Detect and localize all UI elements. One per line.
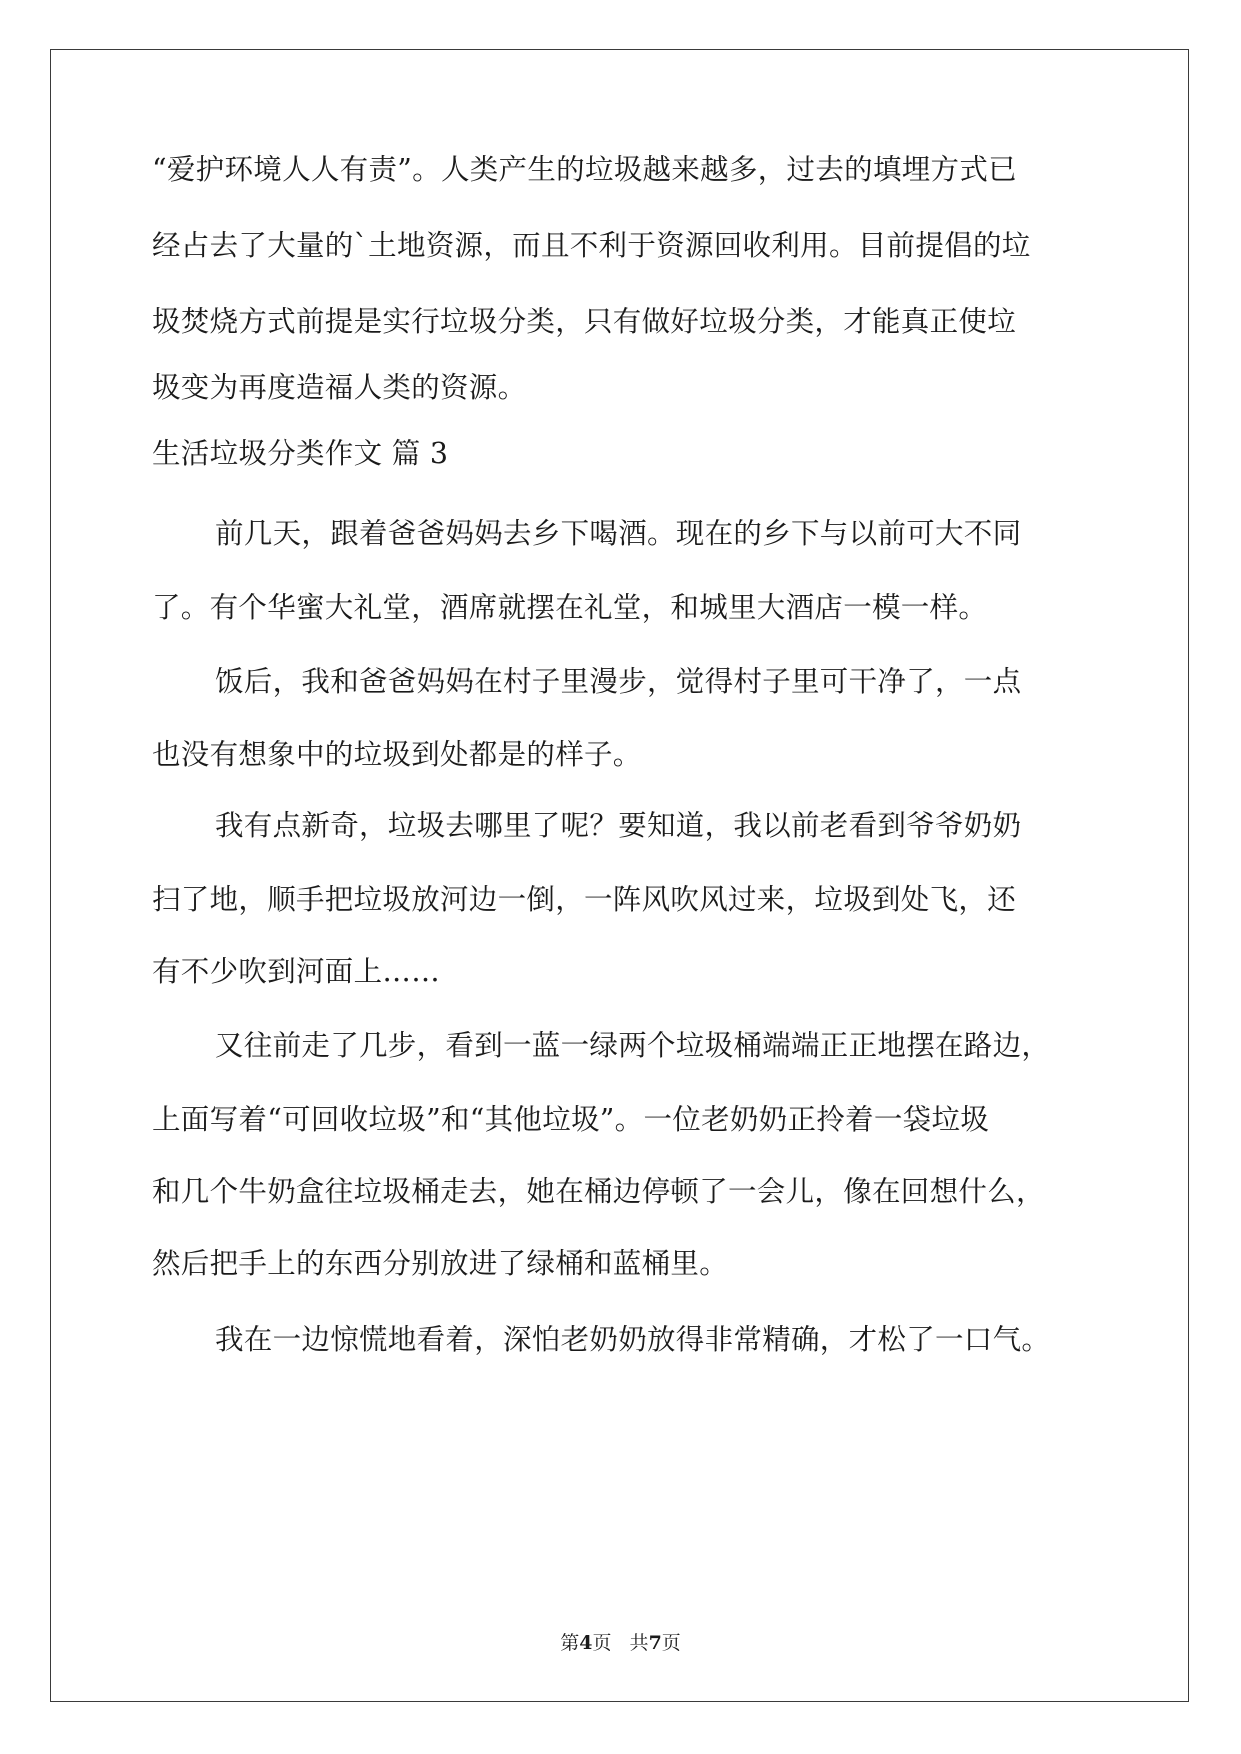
paragraph-line: 然后把手上的东西分别放进了绿桶和蓝桶里。 (152, 1247, 729, 1280)
footer-mid: 页 共 (592, 1632, 649, 1654)
paragraph-line: 我在一边惊慌地看着，深怕老奶奶放得非常精确，才松了一口气。 (215, 1323, 1051, 1356)
current-page-number: 4 (579, 1632, 593, 1654)
total-page-number: 7 (648, 1632, 662, 1654)
paragraph-line: 又往前走了几步，看到一蓝一绿两个垃圾桶端端正正地摆在路边， (215, 1029, 1051, 1062)
footer-suffix: 页 (661, 1632, 681, 1654)
paragraph-line: 圾变为再度造福人类的资源。 (152, 371, 527, 404)
section-heading: 生活垃圾分类作文 篇 3 (152, 437, 449, 470)
paragraph-line: “爱护环境人人有责”。人类产生的垃圾越来越多，过去的填埋方式已 (152, 153, 1017, 186)
paragraph-line: 经占去了大量的`土地资源，而且不利于资源回收利用。目前提倡的垃 (152, 229, 1031, 262)
paragraph-line: 和几个牛奶盒往垃圾桶走去，她在桶边停顿了一会儿，像在回想什么， (152, 1175, 1045, 1208)
paragraph-line: 也没有想象中的垃圾到处都是的样子。 (152, 738, 642, 771)
paragraph-line: 扫了地，顺手把垃圾放河边一倒，一阵风吹风过来，垃圾到处飞，还 (152, 883, 1017, 916)
paragraph-line: 上面写着“可回收垃圾”和“其他垃圾”。一位老奶奶正拎着一袋垃圾 (152, 1103, 990, 1136)
page-footer (0, 1631, 1241, 1655)
footer-prefix: 第 (560, 1632, 580, 1654)
paragraph-line: 前几天，跟着爸爸妈妈去乡下喝酒。现在的乡下与以前可大不同 (215, 517, 1022, 550)
paragraph-line: 我有点新奇，垃圾去哪里了呢？要知道，我以前老看到爷爷奶奶 (215, 809, 1022, 842)
paragraph-line: 了。有个华蜜大礼堂，酒席就摆在礼堂，和城里大酒店一模一样。 (152, 591, 988, 624)
paragraph-line: 有不少吹到河面上…… (152, 955, 441, 988)
paragraph-line: 圾焚烧方式前提是实行垃圾分类，只有做好垃圾分类，才能真正使垃 (152, 305, 1017, 338)
page-border (50, 49, 1189, 1702)
paragraph-line: 饭后，我和爸爸妈妈在村子里漫步，觉得村子里可干净了，一点 (215, 665, 1022, 698)
